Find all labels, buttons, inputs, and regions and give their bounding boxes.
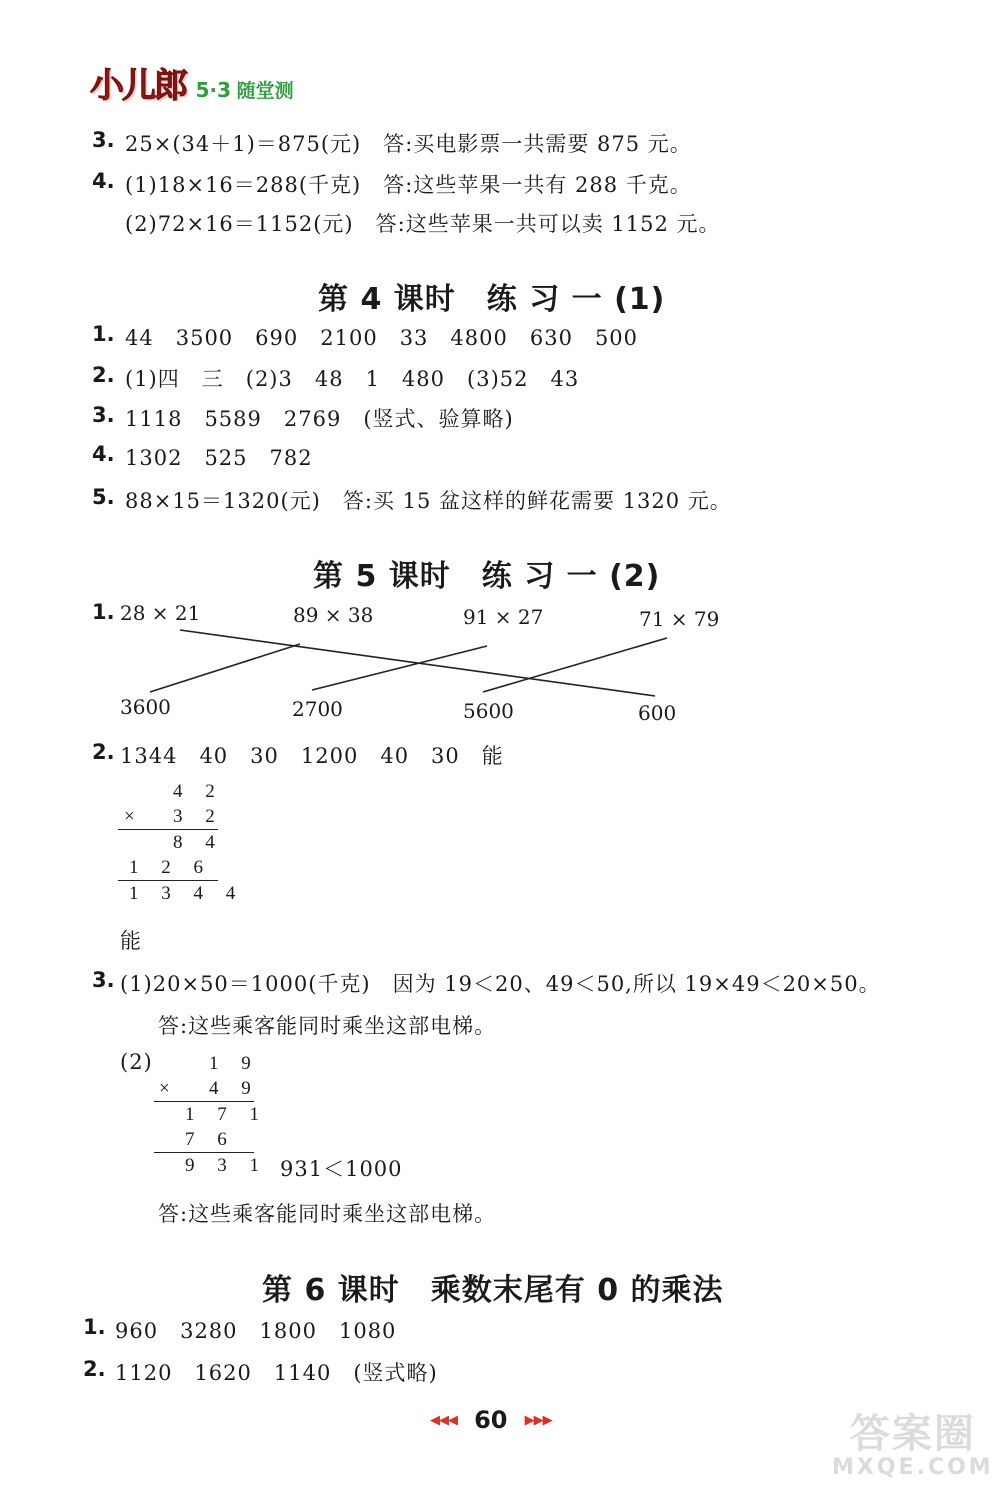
answer-line: 88×15＝1320(元) 答:买 15 盆这样的鲜花需要 1320 元。 [125, 489, 732, 513]
watermark [832, 1402, 994, 1480]
question-number: 4. [92, 169, 115, 193]
question-number: 2. [83, 1357, 106, 1381]
question-number: 1. [92, 322, 115, 346]
question-number: 1. [83, 1315, 106, 1339]
brand-name: 小儿郎 [90, 66, 186, 106]
vert-row: 9 3 1 [185, 1155, 268, 1176]
answer-line: 1302 525 782 [125, 446, 313, 470]
match-expression: 89 × 38 [293, 603, 374, 627]
question-number: 3. [92, 403, 115, 427]
match-result: 2700 [292, 697, 343, 721]
vert-rule [118, 829, 218, 830]
match-expression: 91 × 27 [463, 605, 544, 629]
vert-operator: × [159, 1078, 179, 1099]
answer-line: 1344 40 30 1200 40 30 能 [120, 744, 504, 768]
right-arrows-icon: ▶▶▶ [524, 1413, 552, 1428]
match-line [150, 644, 300, 692]
answer-line: 44 3500 690 2100 33 4800 630 500 [125, 326, 639, 350]
left-arrows-icon: ◀◀◀ [430, 1413, 457, 1428]
answer-line: 答:这些乘客能同时乘坐这部电梯。 [158, 1014, 497, 1038]
section-title: 第 4 课时 练 习 一 (1) [318, 282, 666, 317]
watermark-url: MXQE.COM [832, 1455, 994, 1480]
vert-row: 1 2 6 [129, 857, 212, 878]
match-expression: 71 × 79 [639, 607, 720, 631]
answer-line: 960 3280 1800 1080 [115, 1319, 397, 1343]
answer-line: (2)72×16＝1152(元) 答:这些苹果一共可以卖 1152 元。 [125, 212, 721, 236]
vert-row: 1 9 [209, 1053, 260, 1074]
series-number: 5·3 [195, 78, 232, 102]
answer-line: 能 [120, 929, 142, 953]
match-expression: 28 × 21 [120, 601, 201, 625]
page-number: 60 [474, 1406, 508, 1434]
answer-line: 25×(34＋1)＝875(元) 答:买电影票一共需要 875 元。 [125, 132, 692, 156]
answer-line: (1)20×50＝1000(千克) 因为 19＜20、49＜50,所以 19×49＜20×50。 [120, 972, 881, 996]
vert-row: 8 4 [173, 832, 224, 853]
question-number: 5. [92, 485, 115, 509]
match-result: 3600 [120, 695, 171, 719]
vert-rule [154, 1152, 254, 1153]
series-name: 随堂测 [236, 80, 294, 102]
section-title: 第 6 课时 乘数末尾有 0 的乘法 [262, 1273, 724, 1308]
vert-operator: × [124, 806, 144, 827]
sub-question: (2) [120, 1050, 153, 1074]
answer-line: (1)四 三 (2)3 48 1 480 (3)52 43 [125, 367, 580, 391]
question-number: 2. [92, 740, 115, 764]
vert-rule [154, 1101, 254, 1102]
question-number: 3. [92, 128, 115, 152]
question-number: 4. [92, 442, 115, 466]
answer-line: 1120 1620 1140 (竖式略) [115, 1361, 438, 1385]
answer-line: (1)18×16＝288(千克) 答:这些苹果一共有 288 千克。 [125, 173, 692, 197]
match-line [483, 638, 667, 692]
vert-row: 4 9 [209, 1078, 260, 1099]
vert-row: 1 3 4 4 [129, 883, 245, 904]
match-result: 5600 [463, 699, 514, 723]
vert-row: 7 6 [185, 1129, 236, 1150]
page-footer [430, 1406, 552, 1434]
vert-row: 4 2 [173, 781, 224, 802]
answer-line: 答:这些乘客能同时乘坐这部电梯。 [158, 1202, 497, 1226]
vert-row: 3 2 [173, 806, 224, 827]
section-title: 第 5 课时 练 习 一 (2) [313, 559, 661, 594]
vert-row: 1 7 1 [185, 1104, 268, 1125]
brand-logo [90, 58, 294, 107]
comparison: 931＜1000 [280, 1157, 403, 1181]
match-result: 600 [638, 701, 677, 725]
question-number: 3. [92, 968, 115, 992]
vert-rule [118, 880, 218, 881]
question-number: 2. [92, 363, 115, 387]
question-number: 1. [92, 600, 115, 624]
answer-line: 1118 5589 2769 (竖式、验算略) [125, 407, 514, 431]
watermark-logo: 答案圈 [849, 1411, 976, 1457]
